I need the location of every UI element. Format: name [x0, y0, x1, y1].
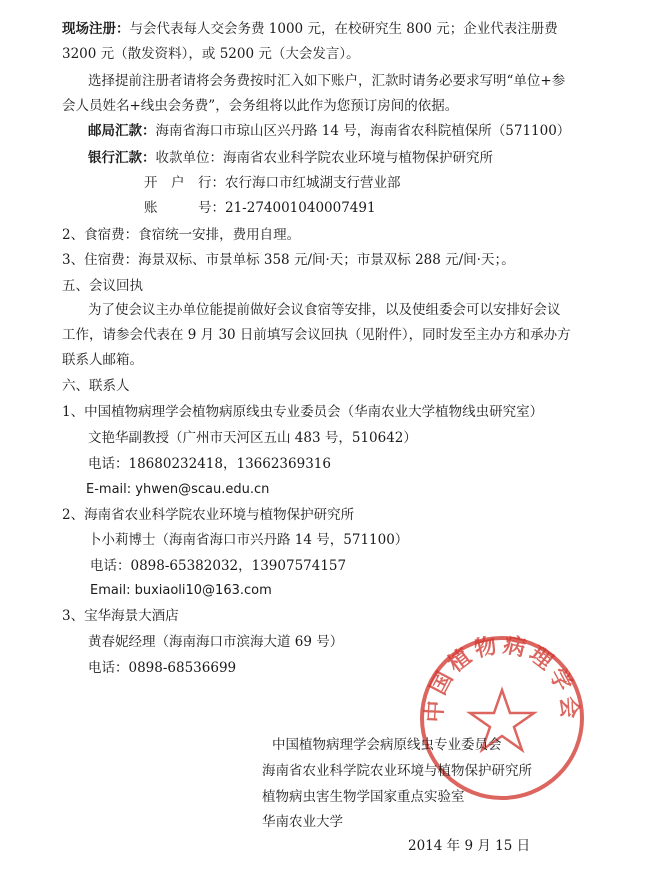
document-date: 2014 年 9 月 15 日: [408, 838, 531, 854]
section5-line-3: 联系人邮箱。: [62, 352, 143, 368]
signature-line-1: 中国植物病理学会病原线虫专业委员会: [272, 737, 502, 753]
contact1-email: E-mail: yhwen@scau.edu.cn: [86, 482, 270, 497]
contact3-org: 3、宝华海景大酒店: [62, 608, 179, 624]
official-seal-stamp: [412, 628, 592, 808]
signature-line-3: 植物病虫害生物学国家重点实验室: [262, 789, 465, 805]
contact1-org: 1、中国植物病理学会植物病原线虫专业委员会（华南农业大学植物线虫研究室）: [62, 404, 544, 420]
bank-payee: 收款单位：海南省农业科学院农业环境与植物保护研究所: [155, 150, 493, 166]
postal-remittance-line: [88, 121, 570, 141]
contact2-org: 2、海南省农业科学院农业环境与植物保护研究所: [62, 507, 355, 523]
contact1-person: 文艳华副教授（广州市天河区五山 483 号，510642）: [88, 430, 417, 446]
section5-heading: 五、会议回执: [62, 278, 143, 294]
food-fee-line: 2、食宿费：食宿统一安排，费用自理。: [62, 227, 301, 243]
bank-branch: 开 户 行：农行海口市红城湖支行营业部: [144, 175, 401, 191]
onsite-fee-line-1: [62, 19, 558, 39]
contact3-person: 黄春妮经理（海南海口市滨海大道 69 号）: [88, 634, 344, 650]
advance-line-1: 选择提前注册者请将会务费按时汇入如下账户，汇款时请务必要求写明“单位+参: [88, 73, 566, 89]
section5-line-2: 工作，请参会代表在 9 月 30 日前填写会议回执（见附件），同时发至主办方和承办方: [62, 327, 571, 343]
contact1-phone: 电话：18680232418，13662369316: [88, 456, 331, 472]
svg-text:中国植物病理学会: 中国植物病理学会: [422, 632, 582, 724]
bank-remittance-line: [88, 148, 493, 168]
contact2-person: 卜小莉博士（海南省海口市兴丹路 14 号，571100）: [88, 532, 409, 548]
signature-line-4: 华南农业大学: [262, 814, 343, 830]
section5-line-1: 为了使会议主办单位能提前做好会议食宿等安排，以及使组委会可以安排好会议: [88, 302, 561, 318]
contact2-email: Email: buxiaoli10@163.com: [90, 583, 272, 598]
bank-account: 账 号：21-274001040007491: [144, 200, 376, 216]
onsite-fee-text: 与会代表每人交会务费 1000 元，在校研究生 800 元；企业代表注册费: [129, 21, 558, 37]
postal-remittance-label: 邮局汇款：: [88, 123, 156, 139]
section6-heading: 六、联系人: [62, 378, 130, 394]
onsite-fee-line-2: 3200 元（散发资料），或 5200 元（大会发言）。: [62, 46, 360, 62]
onsite-fee-label: 现场注册：: [62, 21, 130, 37]
bank-remittance-label: 银行汇款：: [88, 150, 156, 166]
lodging-fee-line: 3、住宿费：海景双标、市景单标 358 元/间·天；市景双标 288 元/间·天；。: [62, 252, 515, 268]
postal-remittance-text: 海南省海口市琼山区兴丹路 14 号，海南省农科院植保所（571100）: [155, 123, 571, 139]
contact3-phone: 电话：0898-68536699: [88, 660, 237, 676]
signature-line-2: 海南省农业科学院农业环境与植物保护研究所: [262, 763, 532, 779]
advance-line-2: 会人员姓名+线虫会务费”，会务组将以此作为您预订房间的依据。: [62, 98, 459, 114]
contact2-phone: 电话：0898-65382032，13907574157: [90, 558, 347, 574]
